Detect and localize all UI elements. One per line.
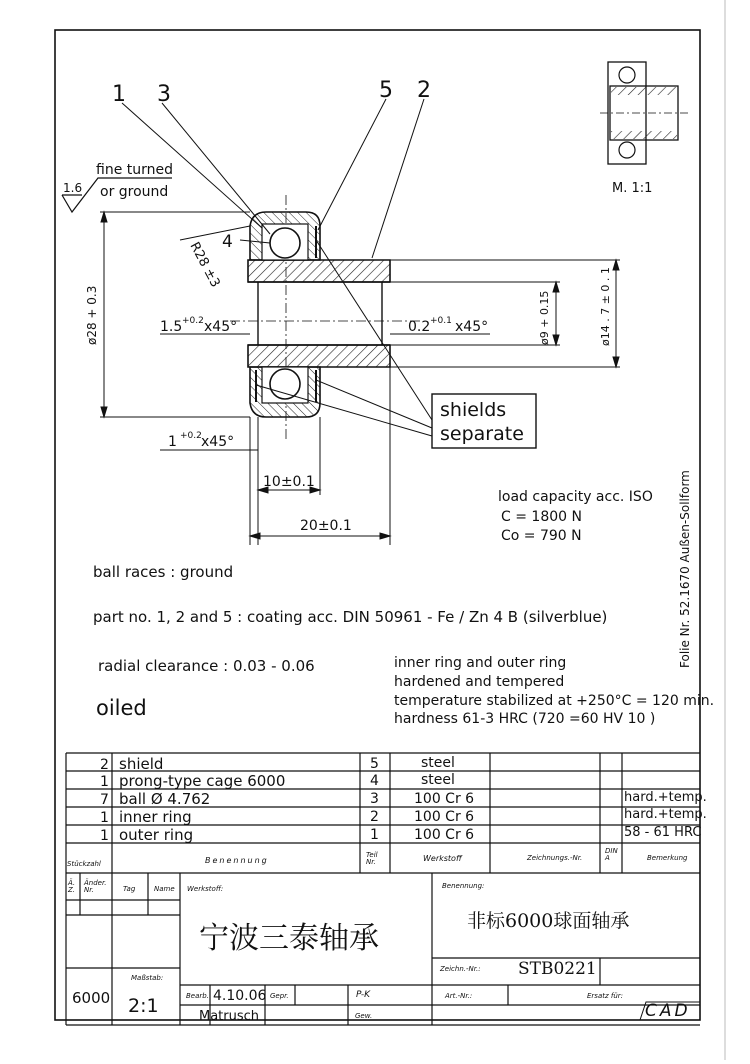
chamfer-bottom-angle: x45° [201, 434, 235, 450]
header-pos: Teil Nr. [366, 851, 378, 866]
chamfer-left-tol: +0.2 [182, 316, 204, 326]
dim-outer-dia: ø28 + 0.3 [85, 285, 99, 345]
shields-note-1: shields [440, 399, 507, 421]
row4-remark: hard.+temp. [624, 807, 707, 822]
header-name: Benennung [205, 856, 269, 865]
row1-material: steel [421, 755, 455, 771]
row2-name: prong-type cage 6000 [119, 772, 286, 790]
date-value: 4.10.06 [213, 988, 267, 1004]
row3-qty: 7 [100, 792, 109, 808]
label-replaces: Ersatz für: [587, 992, 624, 1000]
row2-qty: 1 [100, 774, 109, 790]
dim-ring-width: 10±0.1 [263, 474, 315, 490]
note-clearance: radial clearance : 0.03 - 0.06 [98, 657, 315, 675]
radius-dim: R28 ±3 [186, 239, 223, 291]
row3-material: 100 Cr 6 [414, 791, 475, 807]
row2-pos: 4 [370, 773, 379, 789]
dim-total-width: 20±0.1 [300, 518, 352, 534]
row3-remark: hard.+temp. [624, 790, 707, 805]
label-material: Werkstoff: [187, 885, 224, 893]
header-qty: Stückzahl [67, 860, 101, 868]
chamfer-right-tol: +0.1 [430, 316, 452, 326]
note-ball-races: ball races : ground [93, 563, 234, 581]
row5-pos: 1 [370, 827, 379, 843]
header-remark: Bemerkung [647, 854, 688, 862]
row1-name: shield [119, 755, 164, 773]
callout-2: 2 [417, 78, 431, 103]
label-drawn: Bearb. [186, 992, 209, 1000]
row1-pos: 5 [370, 756, 379, 772]
label-designation: Benennung: [442, 882, 485, 890]
row4-material: 100 Cr 6 [414, 809, 475, 825]
chamfer-right-value: 0.2 [408, 319, 431, 335]
callout-4: 4 [222, 232, 233, 252]
row4-qty: 1 [100, 810, 109, 826]
row5-material: 100 Cr 6 [414, 827, 475, 843]
row3-pos: 3 [370, 791, 379, 807]
header-material: Werkstoff [423, 854, 462, 863]
scale-value: 2:1 [128, 995, 159, 1017]
foil-number-note: Folie Nr. 52.1670 Außen-Sollform [678, 470, 692, 668]
label-name: Name [154, 885, 175, 893]
chamfer-right-angle: x45° [455, 319, 489, 335]
shields-note-2: separate [440, 423, 524, 445]
row5-qty: 1 [100, 828, 109, 844]
callout-3: 3 [157, 82, 171, 107]
company-name: 宁波三泰轴承 [199, 921, 379, 956]
row2-material: steel [421, 772, 455, 788]
label-art-no: Art.-Nr.: [445, 992, 473, 1000]
surface-note-1: fine turned [96, 162, 173, 178]
label-drawing-no: Zeichn.-Nr.: [440, 965, 481, 973]
chamfer-left-angle: x45° [204, 319, 238, 335]
row5-remark: 58 - 61 HRC [624, 825, 702, 840]
label-norm: Gew. [355, 1012, 373, 1020]
chamfer-left-value: 1.5 [160, 319, 183, 335]
dim-bore-dia: ø9 + 0.15 [538, 290, 551, 345]
label-scale: Maßstab: [131, 974, 164, 982]
row4-pos: 2 [370, 809, 379, 825]
row1-qty: 2 [100, 757, 109, 773]
drawing-number: STB0221 [518, 959, 597, 979]
note-rings-2: hardened and tempered [394, 674, 565, 690]
note-rings-4: hardness 61-3 HRC (720 =60 HV 10 ) [394, 711, 656, 727]
dim-inner-ring-dia: ø14 . 7 ± 0 . 1 [599, 267, 612, 346]
load-title: load capacity acc. ISO [498, 489, 653, 505]
load-co: Co = 790 N [501, 528, 582, 544]
code-value: 6000 [72, 989, 111, 1007]
header-din: DIN A [605, 847, 618, 862]
note-oiled: oiled [96, 696, 147, 720]
label-day: Tag [123, 885, 136, 893]
note-rings-1: inner ring and outer ring [394, 655, 567, 671]
chamfer-bottom-value: 1 [168, 434, 177, 450]
load-c: C = 1800 N [501, 509, 582, 525]
label-change-a: Ä. Z. [68, 879, 76, 894]
designation-value: 非标6000球面轴承 [467, 910, 630, 932]
label-checked: Gepr. [270, 992, 289, 1000]
note-coating: part no. 1, 2 and 5 : coating acc. DIN 50961 - Fe / Zn 4 B (silverblue) [93, 608, 608, 626]
row5-name: outer ring [119, 826, 194, 844]
cad-mark: CAD [645, 1001, 691, 1021]
roughness-value: 1.6 [63, 181, 83, 195]
scale-note: M. 1:1 [612, 181, 653, 196]
row3-name: ball Ø 4.762 [119, 790, 211, 808]
header-drawing-no: Zeichnungs.-Nr. [527, 854, 583, 862]
note-rings-3: temperature stabilized at +250°C = 120 min. [394, 693, 715, 709]
drawn-by: Matrusch [199, 1009, 260, 1024]
label-change-no: Änder. Nr. [84, 879, 107, 894]
pk-value: P-K [356, 990, 371, 1000]
row4-name: inner ring [119, 808, 192, 826]
surface-note-2: or ground [100, 184, 169, 200]
callout-1: 1 [112, 82, 126, 107]
chamfer-bottom-tol: +0.2 [180, 431, 202, 441]
callout-5: 5 [379, 78, 393, 103]
